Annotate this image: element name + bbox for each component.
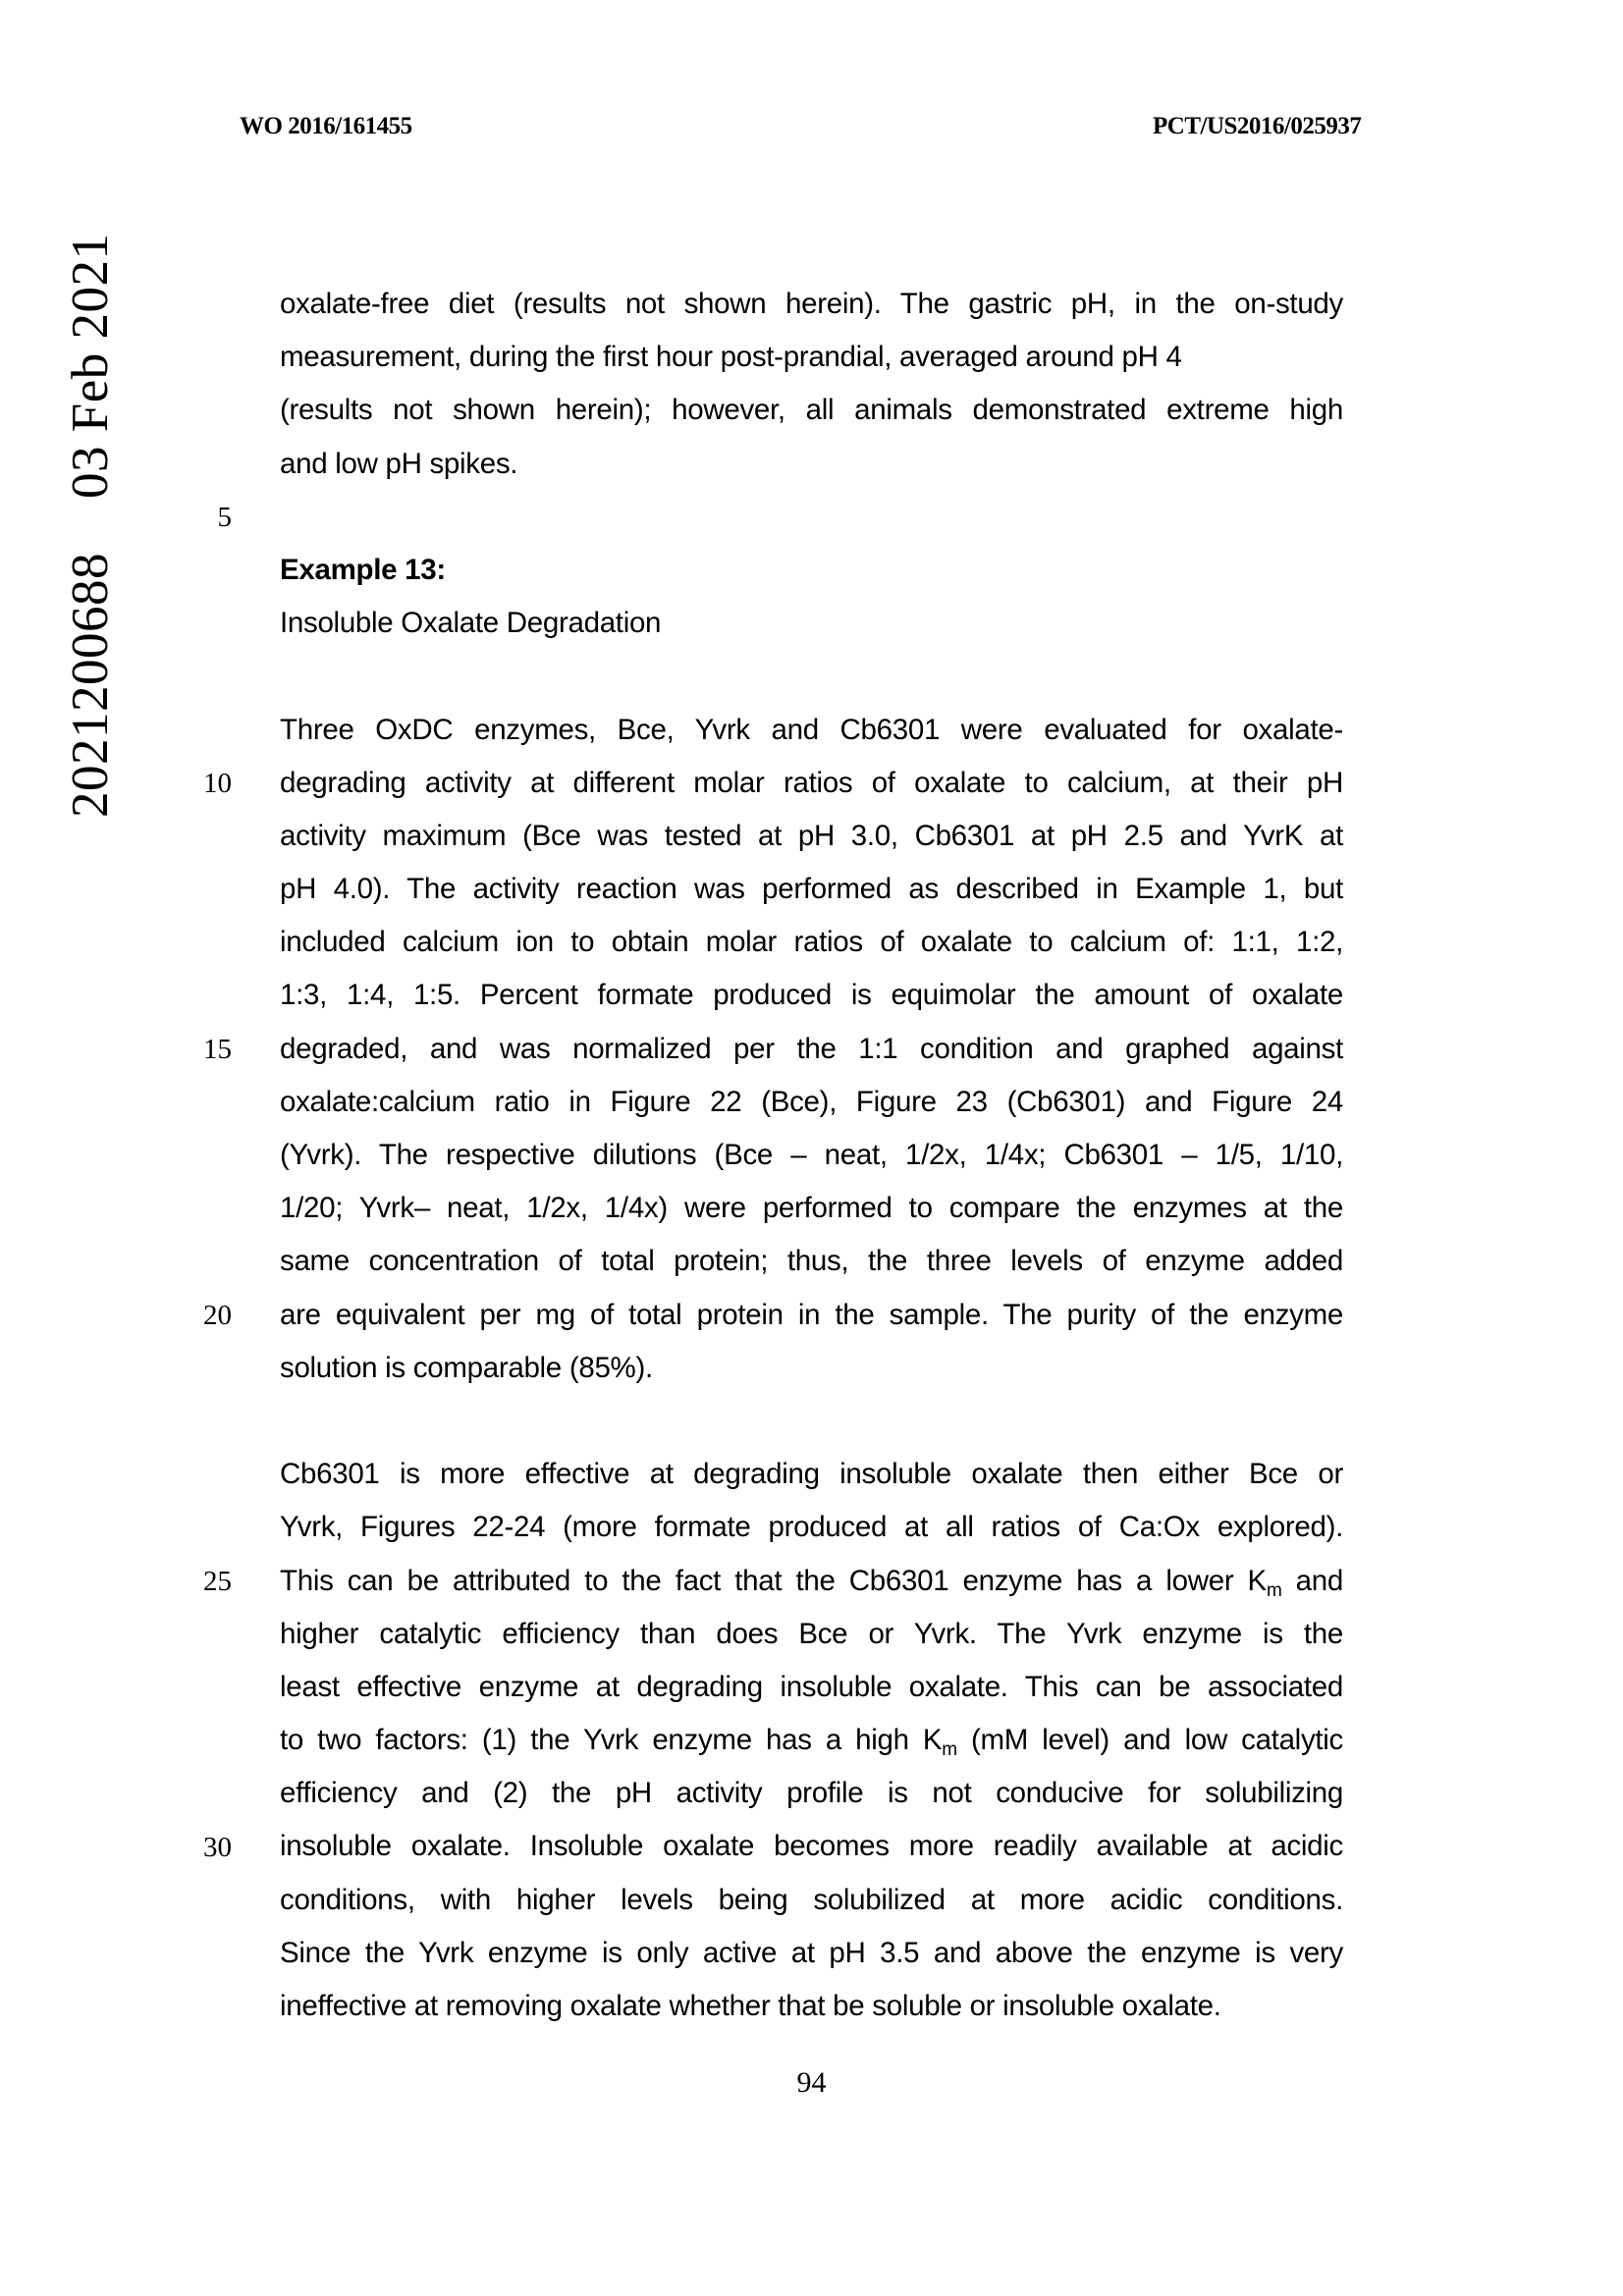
- blank-line: [280, 491, 1343, 544]
- text-line: higher catalytic efficiency than does Bce or Yvrk. The Yvrk enzyme is the: [280, 1617, 1343, 1650]
- example-heading: Example 13:: [280, 553, 446, 586]
- paragraph-3: [280, 1448, 1343, 2033]
- paragraph-2: [280, 704, 1343, 1395]
- text-line: least effective enzyme at degrading insoluble oxalate. This can be associated: [280, 1670, 1343, 1703]
- text-line: ineffective at removing oxalate whether that be soluble or insoluble oxalate.: [280, 1990, 1221, 2022]
- publication-number: WO 2016/161455: [240, 113, 412, 139]
- text-line: are equivalent per mg of total protein in the sample. The purity of the enzyme: [280, 1298, 1343, 1331]
- text-line: oxalate:calcium ratio in Figure 22 (Bce), Figure 23 (Cb6301) and Figure 24: [280, 1085, 1343, 1118]
- blank-line: [280, 1395, 1343, 1448]
- line-number-25: 25: [203, 1566, 232, 1597]
- text-segment: to two factors: (1) the Yvrk enzyme has a high K: [280, 1724, 943, 1757]
- text-line: efficiency and (2) the pH activity profile is not conducive for solubilizing: [280, 1777, 1343, 1810]
- text-line: Cb6301 is more effective at degrading insoluble oxalate then either Bce or: [280, 1458, 1343, 1491]
- side-stamp-text: 2021200688 03 Feb 2021: [62, 233, 119, 818]
- text-line: degraded, and was normalized per the 1:1 condition and graphed against: [280, 1032, 1343, 1065]
- line-number-10: 10: [203, 768, 232, 799]
- subscript-m: m: [942, 1739, 957, 1761]
- subscript-m: m: [1266, 1579, 1282, 1601]
- text-line: solution is comparable (85%).: [280, 1351, 653, 1384]
- text-line: included calcium ion to obtain molar ratios of oxalate to calcium of: 1:1, 1:2,: [280, 926, 1343, 959]
- text-line: oxalate-free diet (results not shown herein). The gastric pH, in the on-study: [280, 288, 1343, 320]
- blank-line: [280, 650, 1343, 703]
- text-line: degrading activity at different molar ratios of oxalate to calcium, at their pH: [280, 766, 1343, 799]
- text-line: (results not shown herein); however, all animals demonstrated extreme high: [280, 394, 1343, 427]
- line-number-30: 30: [203, 1832, 232, 1863]
- line-number-20: 20: [203, 1300, 232, 1331]
- text-segment: and: [1281, 1564, 1344, 1597]
- text-line: insoluble oxalate. Insoluble oxalate becomes more readily available at acidic: [280, 1830, 1343, 1863]
- text-line: activity maximum (Bce was tested at pH 3.0, Cb6301 at pH 2.5 and YvrK at: [280, 819, 1343, 852]
- text-line: conditions, with higher levels being solubilized at more acidic conditions.: [280, 1883, 1343, 1916]
- text-line: same concentration of total protein; thus, the three levels of enzyme added: [280, 1245, 1343, 1278]
- text-line: Yvrk, Figures 22-24 (more formate produced at all ratios of Ca:Ox explored).: [280, 1511, 1343, 1544]
- body-text: [280, 278, 1343, 2033]
- text-line: pH 4.0). The activity reaction was performed as described in Example 1, but: [280, 873, 1343, 906]
- text-line: measurement, during the first hour post-prandial, averaged around pH 4: [280, 341, 1182, 374]
- line-number-15: 15: [203, 1034, 232, 1065]
- text-line: [280, 1714, 1343, 1767]
- text-line: and low pH spikes.: [280, 447, 518, 480]
- text-segment: This can be attributed to the fact that the Cb6301 enzyme has a lower K: [280, 1564, 1267, 1597]
- text-line: Three OxDC enzymes, Bce, Yvrk and Cb6301 were evaluated for oxalate-: [280, 713, 1343, 746]
- application-number: PCT/US2016/025937: [1153, 113, 1362, 139]
- text-line: [280, 1555, 1343, 1608]
- page-number: 94: [796, 2066, 827, 2099]
- text-segment: (mM level) and low catalytic: [956, 1724, 1343, 1757]
- paragraph-1: [280, 278, 1343, 491]
- text-line: 1/20; Yvrk– neat, 1/2x, 1/4x) were performed to compare the enzymes at the: [280, 1192, 1343, 1225]
- line-number-5: 5: [217, 502, 232, 533]
- text-line: Since the Yvrk enzyme is only active at pH 3.5 and above the enzyme is very: [280, 1936, 1343, 1969]
- example-subheading: Insoluble Oxalate Degradation: [280, 607, 662, 640]
- text-line: 1:3, 1:4, 1:5. Percent formate produced is equimolar the amount of oxalate: [280, 979, 1343, 1012]
- text-line: (Yvrk). The respective dilutions (Bce – neat, 1/2x, 1/4x; Cb6301 – 1/5, 1/10,: [280, 1139, 1343, 1171]
